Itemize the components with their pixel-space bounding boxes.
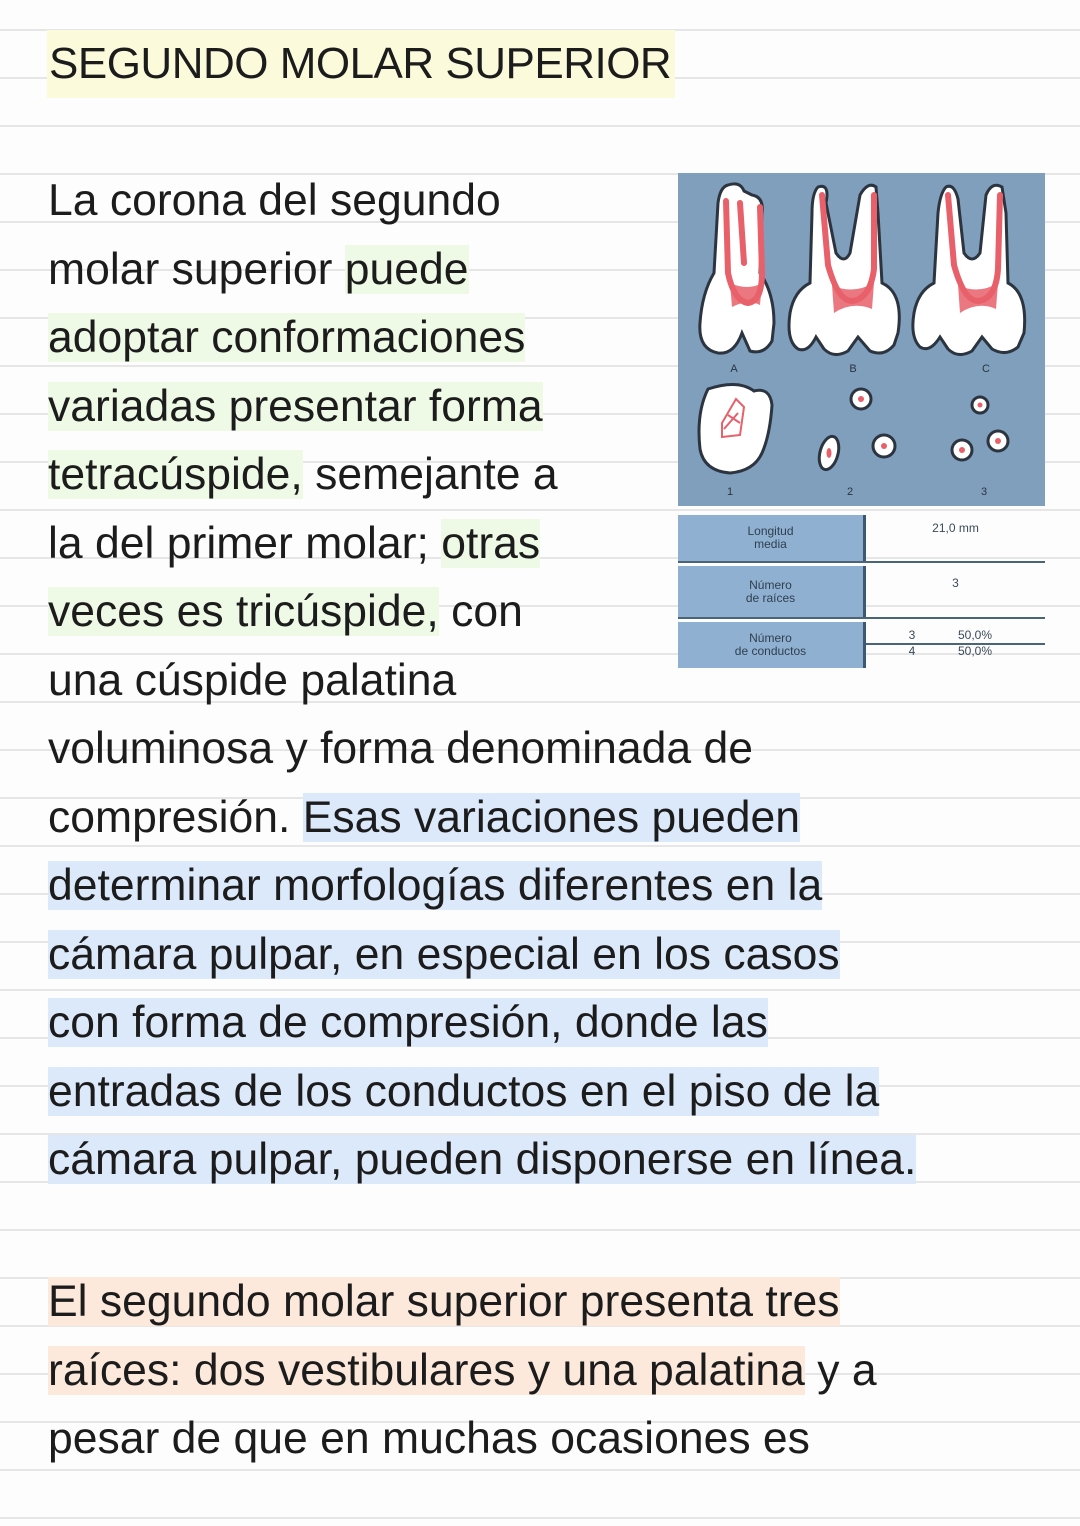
tooth-label-c: C (982, 363, 990, 375)
root-canal-table (678, 513, 1045, 668)
row-label: Número (749, 631, 792, 645)
text-line (48, 578, 668, 647)
canal-percentage: 50,0% (958, 628, 993, 642)
text-line (48, 1268, 877, 1337)
root-count-value: 3 (952, 576, 959, 590)
cross-section-1-icon (699, 384, 772, 473)
text-line (48, 441, 668, 510)
text-line (48, 921, 840, 990)
text-line (48, 852, 823, 921)
tooth-c-icon (913, 185, 1025, 354)
table-row-canals (678, 622, 1045, 668)
text-line (48, 784, 800, 853)
canal-count: 4 (908, 644, 916, 658)
canal-percentage: 50,0% (958, 644, 993, 658)
highlighted-text: cámara pulpar, pueden disponerse en línea. (48, 1135, 917, 1184)
mean-length-value: 21,0 mm (932, 521, 979, 535)
section-label-1: 1 (726, 486, 734, 498)
canal-count: 3 (908, 628, 916, 642)
highlighted-text: puede (344, 244, 469, 294)
text-line (48, 715, 753, 784)
text-segment: pesar de que en muchas ocasiones es (48, 1414, 810, 1463)
table-row-roots (678, 566, 1045, 617)
highlighted-text: raíces: dos vestibulares y una palatina (48, 1345, 805, 1395)
tooth-label-b: B (849, 363, 857, 375)
text-segment: molar superior (48, 244, 345, 294)
highlighted-text: El segundo molar superior presenta tres (48, 1277, 840, 1326)
row-label-2: media (754, 537, 787, 551)
text-line (48, 304, 668, 373)
table-divider (678, 561, 1045, 563)
canal-count-row (866, 628, 1045, 642)
highlighted-text: entradas de los conductos en el piso de la (48, 1066, 880, 1116)
paragraph-roots-description (48, 1268, 877, 1474)
row-label: Número (749, 577, 792, 592)
text-segment: una cúspide palatina (48, 655, 457, 705)
highlighted-text: determinar morfologías diferentes en la (48, 861, 823, 910)
text-segment: La corona del segundo (48, 176, 501, 225)
highlighted-text: tetracúspide, (48, 450, 303, 499)
tooth-label-a: A (730, 363, 738, 375)
highlighted-text: cámara pulpar, en especial en los casos (48, 929, 840, 979)
text-segment: la del primer molar; (48, 518, 442, 568)
molar-illustration (678, 173, 1045, 506)
text-segment: voluminosa y forma denominada de (48, 724, 753, 773)
text-segment: compresión. (48, 792, 303, 842)
highlighted-text: otras (441, 518, 541, 568)
section-label-2: 2 (846, 486, 854, 498)
text-line (48, 510, 668, 579)
text-line (48, 167, 668, 236)
canal-count-row (866, 644, 1045, 658)
row-label-2: de conductos (734, 644, 807, 658)
section-label-3: 3 (980, 486, 988, 498)
text-segment: con (438, 587, 523, 636)
text-line (48, 1405, 877, 1474)
page-title: SEGUNDO MOLAR SUPERIOR (47, 30, 675, 98)
highlighted-text: variadas presentar forma (48, 381, 543, 431)
row-label: Longitud (747, 524, 794, 538)
text-line (48, 1058, 880, 1127)
text-line (48, 647, 668, 716)
table-row-length (678, 515, 1045, 561)
text-line (48, 1337, 877, 1406)
text-segment: semejante a (302, 450, 558, 499)
text-segment: y a (804, 1345, 877, 1395)
highlighted-text: adoptar conformaciones (48, 313, 526, 362)
text-line (48, 373, 668, 442)
table-divider (678, 617, 1045, 619)
text-line (48, 1126, 917, 1195)
text-line (48, 989, 768, 1058)
highlighted-text: con forma de compresión, donde las (48, 998, 768, 1047)
highlighted-text: veces es tricúspide, (48, 587, 439, 636)
tooth-b-icon (789, 185, 899, 354)
row-label-2: de raíces (745, 590, 796, 605)
text-line (48, 236, 668, 305)
highlighted-text: Esas variaciones pueden (302, 792, 800, 842)
tooth-figure (678, 173, 1045, 506)
